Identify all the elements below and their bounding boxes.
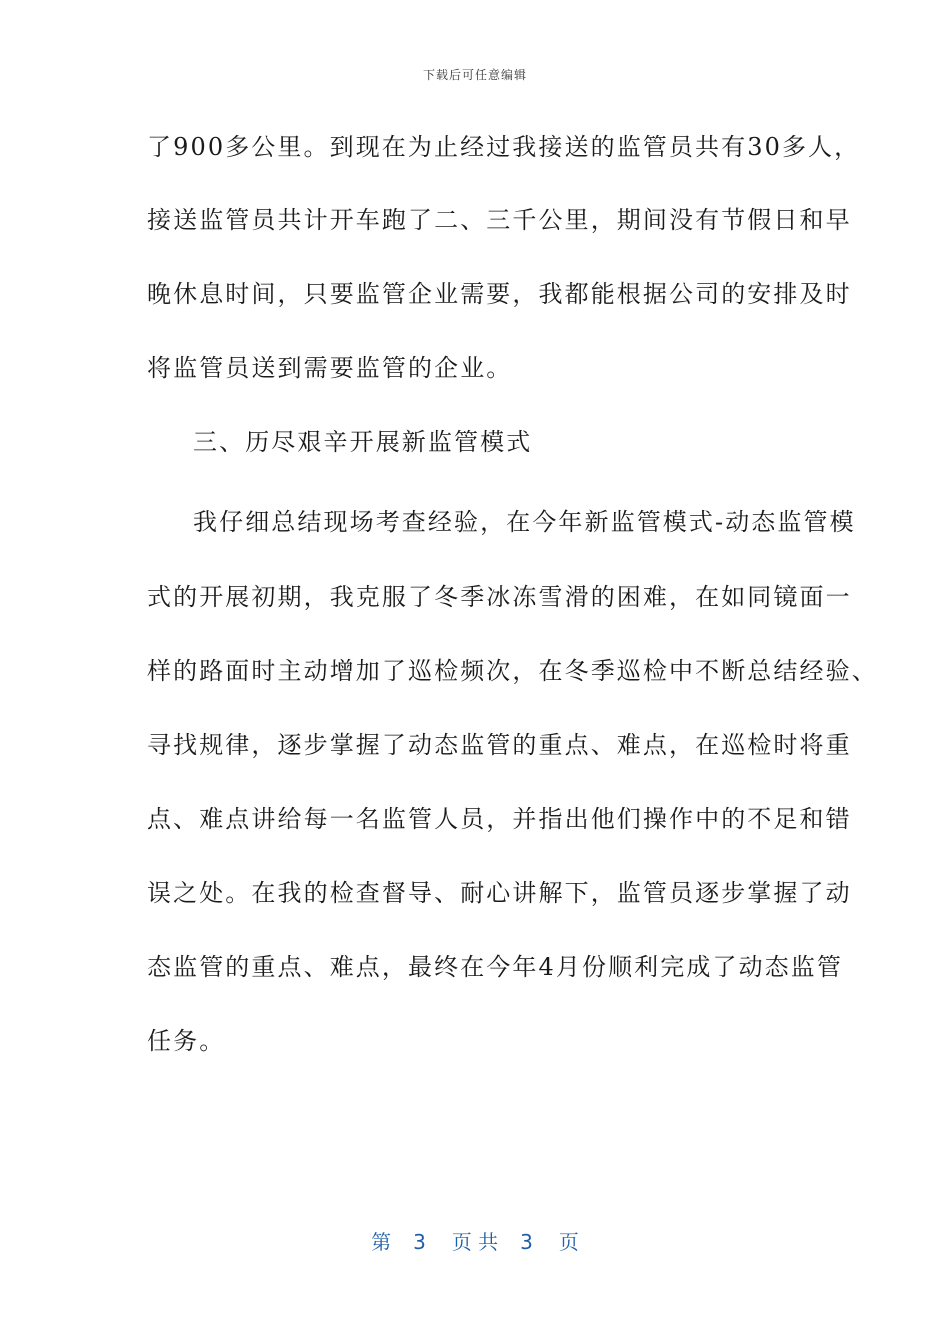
- section-heading: 三、历尽艰辛开展新监管模式: [193, 428, 533, 456]
- footer-current-page: 3: [413, 1230, 426, 1254]
- text-line: 式的开展初期，我克服了冬季冰冻雪滑的困难，在如同镜面一: [147, 583, 852, 611]
- text-line: 接送监管员共计开车跑了二、三千公里，期间没有节假日和早: [147, 206, 852, 234]
- footer-middle: 页 共: [451, 1230, 499, 1254]
- header-note: 下载后可任意编辑: [422, 68, 527, 82]
- text-line: 寻找规律，逐步掌握了动态监管的重点、难点，在巡检时将重: [147, 731, 852, 759]
- text-line: 态监管的重点、难点，最终在今年4月份顺利完成了动态监管: [147, 953, 843, 981]
- text-line: 任务。: [147, 1027, 226, 1055]
- footer-total-pages: 3: [520, 1230, 533, 1254]
- text-line: 晚休息时间，只要监管企业需要，我都能根据公司的安排及时: [147, 280, 852, 308]
- text-line: 样的路面时主动增加了巡检频次，在冬季巡检中不断总结经验、: [147, 657, 878, 685]
- text-line: 将监管员送到需要监管的企业。: [147, 354, 513, 382]
- page-footer: [0, 1226, 950, 1255]
- footer-suffix: 页: [558, 1230, 579, 1254]
- text-line: 了900多公里。到现在为止经过我接送的监管员共有30多人，: [147, 133, 861, 161]
- text-line: 误之处。在我的检查督导、耐心讲解下，监管员逐步掌握了动: [147, 879, 852, 907]
- footer-prefix: 第: [371, 1230, 392, 1254]
- paragraph-first-line: 我仔细总结现场考查经验，在今年新监管模式-动态监管模: [193, 508, 856, 536]
- text-line: 点、难点讲给每一名监管人员，并指出他们操作中的不足和错: [147, 805, 852, 833]
